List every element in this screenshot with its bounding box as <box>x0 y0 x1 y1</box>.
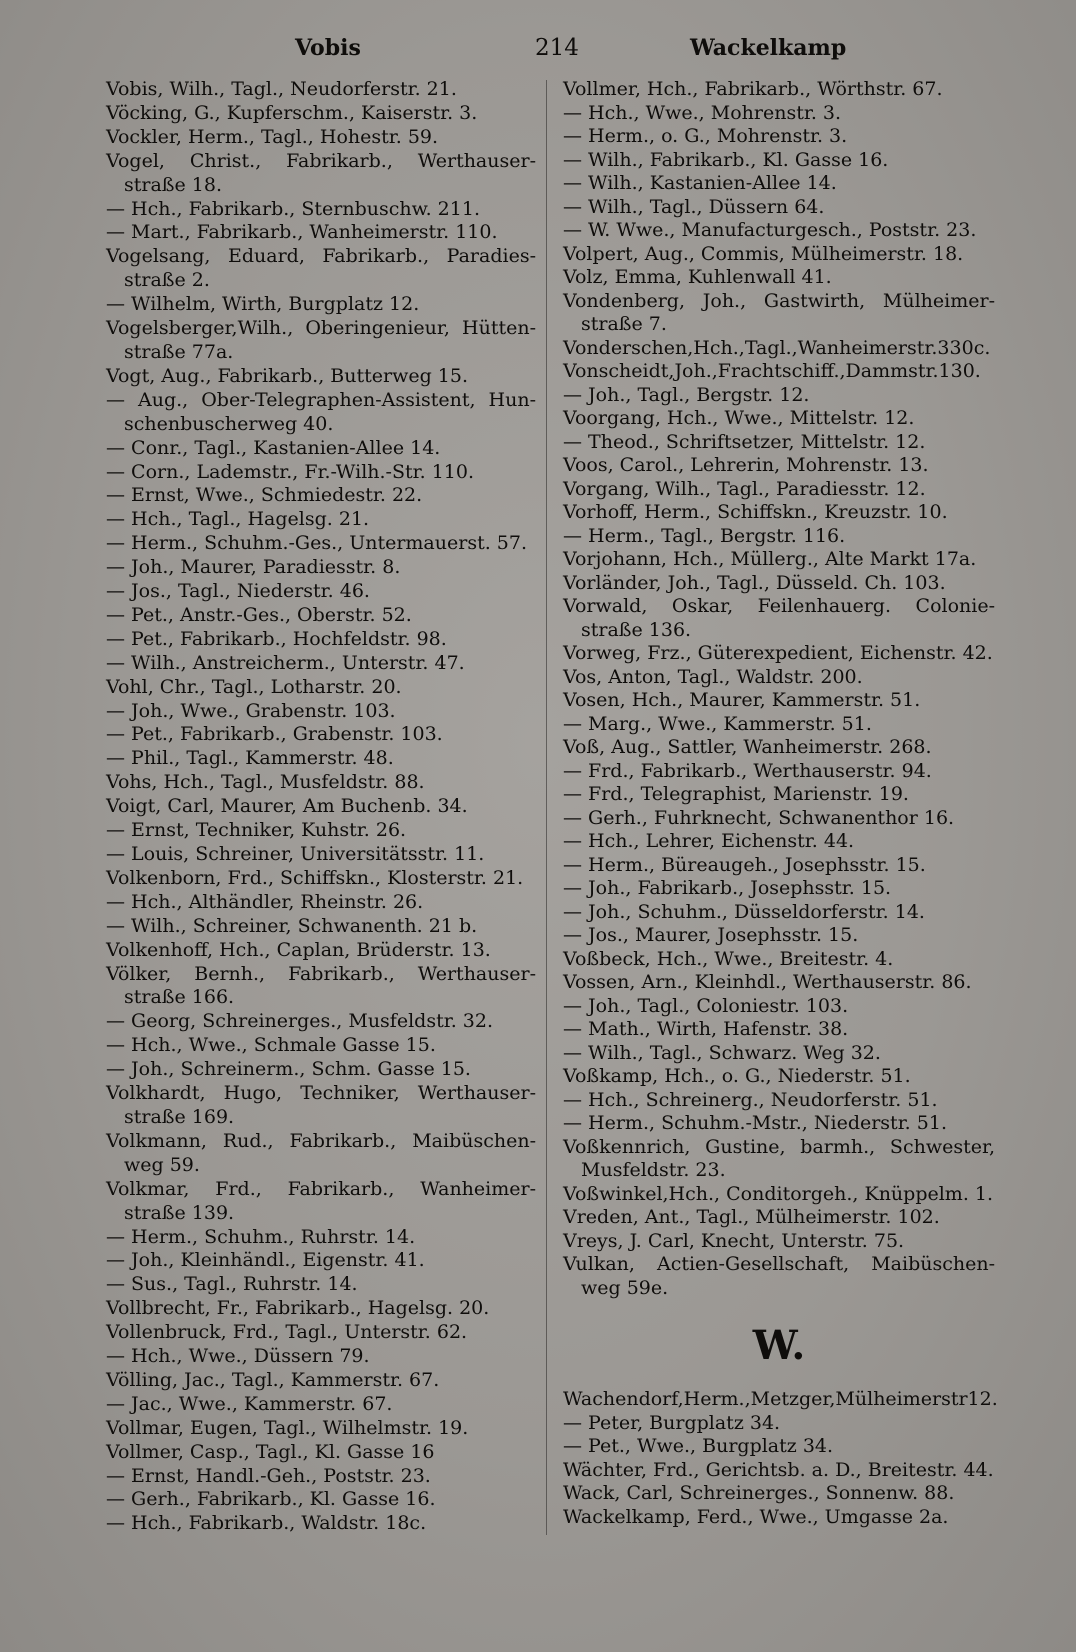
right-column-v-entries <box>563 78 995 1300</box>
directory-entry: Vorhoff, Herm., Schiffskn., Kreuzstr. 10. <box>563 501 948 523</box>
directory-entry: Vossen, Arn., Kleinhdl., Werthauserstr. 86. <box>563 971 972 993</box>
directory-entry: — Herm., Schuhm.-Ges., Untermauerst. 57. <box>106 532 528 555</box>
directory-entry: Vollmar, Eugen, Tagl., Wilhelmstr. 19. <box>106 1416 469 1439</box>
directory-entry: Vollbrecht, Fr., Fabrikarb., Hagelsg. 20. <box>106 1297 490 1320</box>
directory-entry: Vorgang, Wilh., Tagl., Paradiesstr. 12. <box>563 477 926 500</box>
directory-entry: Wachendorf,Herm.,Metzger,Mülheimerstr12. <box>563 1388 998 1410</box>
directory-entry: Wackelkamp, Ferd., Wwe., Umgasse 2a. <box>563 1505 949 1528</box>
directory-entry: Vos, Anton, Tagl., Waldstr. 200. <box>563 665 863 688</box>
directory-entry: — Sus., Tagl., Ruhrstr. 14. <box>106 1273 358 1296</box>
directory-entry: — Herm., Schuhm., Ruhrstr. 14. <box>106 1225 416 1248</box>
directory-entry: — Hch., Wwe., Düssern 79. <box>106 1345 370 1368</box>
directory-entry: — Marg., Wwe., Kammerstr. 51. <box>563 712 872 735</box>
directory-entry: — Jos., Tagl., Niederstr. 46. <box>106 580 370 603</box>
directory-entry: — Hch., Fabrikarb., Waldstr. 18c. <box>106 1512 427 1535</box>
directory-entry: Wächter, Frd., Gerichtsb. a. D., Breitestr. 44. <box>563 1458 994 1481</box>
page-header <box>100 30 1000 74</box>
directory-entry: — Joh., Kleinhändl., Eigenstr. 41. <box>106 1249 425 1272</box>
directory-entry: Vogt, Aug., Fabrikarb., Butterweg 15. <box>106 364 469 387</box>
directory-entry: — Pet., Fabrikarb., Hochfeldstr. 98. <box>106 627 447 650</box>
directory-entry: Voßwinkel,Hch., Conditorgeh., Knüppelm. 1. <box>563 1182 994 1205</box>
directory-entry: — Jac., Wwe., Kammerstr. 67. <box>106 1392 393 1415</box>
directory-entry: Voß, Aug., Sattler, Wanheimerstr. 268. <box>563 736 932 758</box>
directory-entry: Vulkan, Actien-Gesellschaft, Maibüschen-weg 59e. <box>563 1253 995 1299</box>
directory-entry: — Herm., Schuhm.-Mstr., Niederstr. 51. <box>563 1112 947 1134</box>
directory-entry: — Corn., Lademstr., Fr.-Wilh.-Str. 110. <box>106 460 474 483</box>
directory-entry: — Herm., Tagl., Bergstr. 116. <box>563 524 846 547</box>
directory-entry: — Hch., Wwe., Schmale Gasse 15. <box>106 1034 436 1057</box>
directory-entry: — Jos., Maurer, Josephsstr. 15. <box>563 924 859 946</box>
directory-entry: Vorweg, Frz., Güterexpedient, Eichenstr. 42. <box>563 642 993 664</box>
directory-entry: — Conr., Tagl., Kastanien-Allee 14. <box>106 436 441 459</box>
column-divider <box>546 80 547 1535</box>
directory-entry: — Joh., Maurer, Paradiesstr. 8. <box>106 556 401 579</box>
directory-entry: — Math., Wirth, Hafenstr. 38. <box>563 1018 849 1040</box>
directory-entry: Vorländer, Joh., Tagl., Düsseld. Ch. 103. <box>563 571 946 594</box>
directory-entry: Vöcking, G., Kupferschm., Kaiserstr. 3. <box>106 101 478 124</box>
directory-entry: Vogelsberger,Wilh., Oberingenieur, Hütten-straße 77a. <box>106 317 536 363</box>
directory-entry: — Wilh., Kastanien-Allee 14. <box>563 172 837 194</box>
right-column-w-entries <box>563 1388 998 1529</box>
directory-entry: — Ernst, Wwe., Schmiedestr. 22. <box>106 484 423 507</box>
directory-entry: — Joh., Schreinerm., Schm. Gasse 15. <box>106 1058 471 1081</box>
directory-entry: — Phil., Tagl., Kammerstr. 48. <box>106 747 394 770</box>
directory-entry: — Louis, Schreiner, Universitätsstr. 11. <box>106 843 485 865</box>
directory-entry: Volkmann, Rud., Fabrikarb., Maibüschen-weg 59. <box>106 1129 536 1176</box>
directory-entry: — Aug., Ober-Telegraphen-Assistent, Hun-schenbuscherweg 40. <box>106 388 536 435</box>
header-right-keyword: Wackelkamp <box>690 35 847 61</box>
directory-entry: Voorgang, Hch., Wwe., Mittelstr. 12. <box>563 407 915 429</box>
directory-entry: Wack, Carl, Schreinerges., Sonnenw. 88. <box>563 1482 955 1504</box>
directory-entry: Vobis, Wilh., Tagl., Neudorferstr. 21. <box>106 78 457 100</box>
directory-entry: — Wilh., Fabrikarb., Kl. Gasse 16. <box>563 148 889 171</box>
directory-entry: Volkmar, Frd., Fabrikarb., Wanheimer-straße 139. <box>106 1177 536 1224</box>
directory-entry: — Gerh., Fuhrknecht, Schwanenthor 16. <box>563 806 955 829</box>
directory-entry: — Wilh., Schreiner, Schwanenth. 21 b. <box>106 914 478 937</box>
right-column <box>563 78 998 1529</box>
directory-entry: Vollmer, Hch., Fabrikarb., Wörthstr. 67. <box>563 78 943 100</box>
directory-entry: — Joh., Tagl., Coloniestr. 103. <box>563 994 849 1017</box>
directory-entry: Volpert, Aug., Commis, Mülheimerstr. 18. <box>563 242 964 265</box>
left-column <box>106 78 536 1536</box>
directory-entry: Volkhardt, Hugo, Techniker, Werthauser-straße 169. <box>106 1082 536 1128</box>
directory-entry: — Joh., Schuhm., Düsseldorferstr. 14. <box>563 900 925 923</box>
directory-entry: Vonscheidt,Joh.,Frachtschiff.,Dammstr.130. <box>563 360 981 382</box>
directory-entry: Vosen, Hch., Maurer, Kammerstr. 51. <box>563 689 921 711</box>
directory-entry: Vogelsang, Eduard, Fabrikarb., Paradies-straße 2. <box>106 245 536 292</box>
directory-entry: Volz, Emma, Kuhlenwall 41. <box>563 266 832 288</box>
directory-entry: Völker, Bernh., Fabrikarb., Werthauser-straße 166. <box>106 962 536 1009</box>
directory-entry: Vohs, Hch., Tagl., Musfeldstr. 88. <box>106 771 425 794</box>
directory-entry: — Hch., Tagl., Hagelsg. 21. <box>106 508 370 531</box>
directory-entry: — Frd., Telegraphist, Marienstr. 19. <box>563 783 909 805</box>
directory-entry: — Hch., Fabrikarb., Sternbuschw. 211. <box>106 197 480 220</box>
directory-entry: — W. Wwe., Manufacturgesch., Poststr. 23. <box>563 219 977 241</box>
directory-entry: Vockler, Herm., Tagl., Hohestr. 59. <box>106 125 439 148</box>
directory-entry: Volkenborn, Frd., Schiffskn., Klosterstr. 21. <box>106 866 524 889</box>
directory-entry: — Wilh., Tagl., Schwarz. Weg 32. <box>563 1041 881 1064</box>
header-left-keyword: Vobis <box>295 35 361 61</box>
directory-entry: — Pet., Anstr.-Ges., Oberstr. 52. <box>106 603 412 626</box>
directory-entry: Vorwald, Oskar, Feilenhauerg. Colonie-straße 136. <box>563 595 995 641</box>
directory-entry: — Peter, Burgplatz 34. <box>563 1411 781 1434</box>
directory-entry: Vohl, Chr., Tagl., Lotharstr. 20. <box>106 675 402 698</box>
directory-entry: Voigt, Carl, Maurer, Am Buchenb. 34. <box>106 795 468 818</box>
directory-entry: — Joh., Wwe., Grabenstr. 103. <box>106 699 396 722</box>
section-letter: W. <box>752 1322 806 1369</box>
directory-entry: — Hch., Wwe., Mohrenstr. 3. <box>563 101 842 124</box>
directory-entry: — Wilh., Anstreicherm., Unterstr. 47. <box>106 651 465 674</box>
directory-entry: — Hch., Althändler, Rheinstr. 26. <box>106 890 424 913</box>
directory-entry: — Mart., Fabrikarb., Wanheimerstr. 110. <box>106 221 498 244</box>
directory-entry: Voßkamp, Hch., o. G., Niederstr. 51. <box>563 1065 911 1087</box>
directory-entry: — Pet., Wwe., Burgplatz 34. <box>563 1435 834 1457</box>
directory-entry: — Herm., Büreaugeh., Josephsstr. 15. <box>563 853 926 876</box>
directory-entry: — Wilhelm, Wirth, Burgplatz 12. <box>106 293 420 316</box>
directory-entry: Vogel, Christ., Fabrikarb., Werthauser-straße 18. <box>106 149 536 196</box>
directory-entry: — Herm., o. G., Mohrenstr. 3. <box>563 125 848 147</box>
directory-entry: Voßkennrich, Gustine, barmh., Schwester, Musfeldstr. 23. <box>563 1135 995 1181</box>
directory-entry: — Hch., Lehrer, Eichenstr. 44. <box>563 830 855 852</box>
directory-entry: Vollmer, Casp., Tagl., Kl. Gasse 16 <box>106 1440 435 1463</box>
directory-entry: — Georg, Schreinerges., Musfeldstr. 32. <box>106 1010 493 1033</box>
directory-entry: Vondenberg, Joh., Gastwirth, Mülheimer-straße 7. <box>563 289 995 335</box>
page-number: 214 <box>535 35 579 61</box>
directory-entry: — Pet., Fabrikarb., Grabenstr. 103. <box>106 723 443 746</box>
directory-entry: Vollenbruck, Frd., Tagl., Unterstr. 62. <box>106 1321 468 1344</box>
directory-entry: — Joh., Tagl., Bergstr. 12. <box>563 383 810 406</box>
directory-entry: Voos, Carol., Lehrerin, Mohrenstr. 13. <box>563 454 929 476</box>
directory-entry: — Wilh., Tagl., Düssern 64. <box>563 195 825 218</box>
directory-entry: — Frd., Fabrikarb., Werthauserstr. 94. <box>563 759 932 782</box>
directory-entry: — Theod., Schriftsetzer, Mittelstr. 12. <box>563 430 926 453</box>
directory-entry: Völling, Jac., Tagl., Kammerstr. 67. <box>106 1368 440 1391</box>
directory-entry: — Ernst, Handl.-Geh., Poststr. 23. <box>106 1464 431 1487</box>
directory-entry: — Hch., Schreinerg., Neudorferstr. 51. <box>563 1088 938 1111</box>
directory-entry: — Gerh., Fabrikarb., Kl. Gasse 16. <box>106 1488 436 1511</box>
directory-entry: — Ernst, Techniker, Kuhstr. 26. <box>106 819 407 842</box>
directory-entry: Vreden, Ant., Tagl., Mülheimerstr. 102. <box>563 1206 940 1228</box>
directory-entry: Vonderschen,Hch.,Tagl.,Wanheimerstr.330c. <box>563 336 991 359</box>
directory-entry: Voßbeck, Hch., Wwe., Breitestr. 4. <box>563 947 894 970</box>
directory-entry: Vorjohann, Hch., Müllerg., Alte Markt 17a. <box>563 548 977 570</box>
directory-entry: Vreys, J. Carl, Knecht, Unterstr. 75. <box>563 1229 905 1252</box>
directory-entry: — Joh., Fabrikarb., Josephsstr. 15. <box>563 877 892 899</box>
directory-entry: Volkenhoff, Hch., Caplan, Brüderstr. 13. <box>106 938 491 961</box>
